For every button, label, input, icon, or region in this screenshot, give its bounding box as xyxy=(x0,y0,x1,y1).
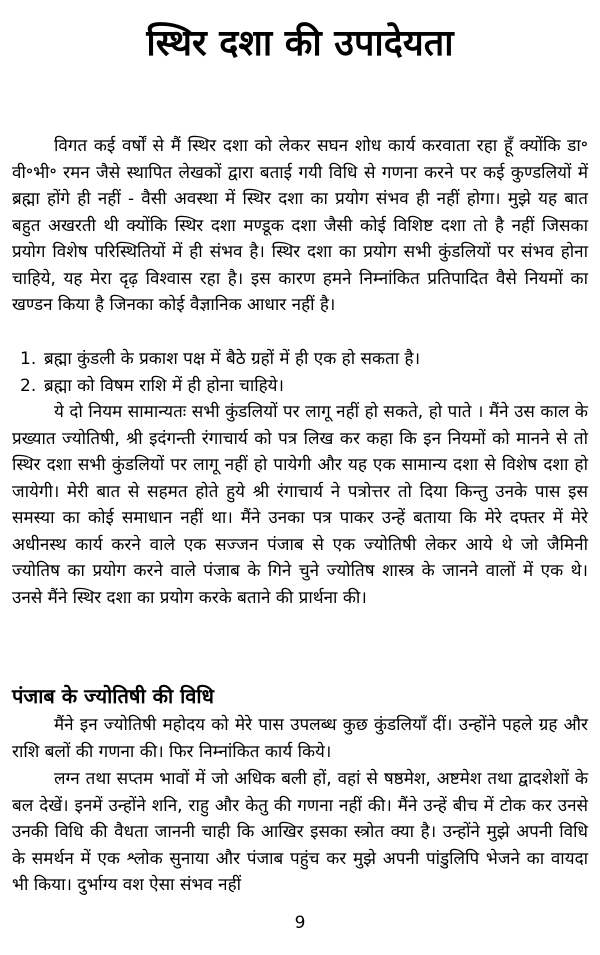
rules-paragraph: ये दो नियम सामान्यतः सभी कुंडलियों पर लागू नहीं हो सकते, हो पाते । मैंने उस काल के प्रख्यात ज्योतिषी, श्री इदंगन्ती रंगाचार्य को पत्र लिख कर कहा कि इन नियमों को मानने से तो स्थिर दशा सभी कुंडलियों पर लागू नहीं हो पायेगी और यह एक सामान्य दशा से विशेष दशा हो जायेगी। मेरी बात से सहमत होते हुये श्री रंगाचार्य ने पत्रोत्तर तो दिया किन्तु उनके पास इस समस्या का कोई समाधान नहीं था। मैंने उनका पत्र पाकर उन्हें बताया कि मेरे दफ्तर में मेरे अधीनस्थ कार्य करने वाले एक सज्जन पंजाब से एक ज्योतिषी लेकर आये थे जो जैमिनी ज्योतिष का प्रयोग करने वाले पंजाब के गिने चुने ज्योतिष शास्त्र के जानने वालों में एक थे। उनसे मैंने स्थिर दशा का प्रयोग करके बताने की प्रार्थना की। xyxy=(12,402,588,608)
intro-paragraph: विगत कई वर्षों से मैं स्थिर दशा को लेकर सघन शोध कार्य करवाता रहा हूँ क्योंकि डा॰ वी॰भी॰ रमन जैसे स्थापित लेखकों द्वारा बताई गयी विधि से गणना करने पर कई कुण्डलियों में ब्रह्मा होंगे ही नहीं - वैसी अवस्था में स्थिर दशा का प्रयोग संभव ही नहीं होगा। मुझे यह बात बहुत अखरती थी क्योंकि स्थिर दशा मण्डूक दशा जैसी कोई विशिष्ट दशा तो है नहीं जिसका प्रयोग विशेष परिस्थितियों में ही संभव है। स्थिर दशा का प्रयोग सभी कुंडलियों पर संभव होना चाहिये, यह मेरा दृढ़ विश्वास रहा है। इस कारण हमने निम्नांकित प्रतिपादित वैसे नियमों का खण्डन किया है जिनका कोई वैज्ञानिक आधार नहीं है। xyxy=(12,136,588,315)
section-paragraph-2: लग्न तथा सप्तम भावों में जो अधिक बली हों, वहां से षष्ठमेश, अष्टमेश तथा द्वादशेशों के बल देखें। इनमें उन्होंने शनि, राहु और केतु की गणना नहीं की। मैंने उन्हें बीच में टोक कर उनसे उनकी विधि की वैधता जाननी चाही कि आखिर इसका स्त्रोत क्या है। उन्होंने मुझे अपनी विधि के समर्थन में एक श्लोक सुनाया और पंजाब पहुंच कर मुझे अपनी पांडुलिपि भेजने का वायदा भी किया। दुर्भाग्य वश ऐसा संभव नहीं xyxy=(12,769,588,895)
list-item xyxy=(20,373,580,400)
page-title: स्थिर दशा की उपादेयता xyxy=(146,23,454,64)
list-item-text: ब्रह्मा कुंडली के प्रकाश पक्ष में बैठे ग्रहों में ही एक हो सकता है। xyxy=(44,349,421,369)
list-item-number: 1. xyxy=(20,349,37,369)
list-item-text: ब्रह्मा को विषम राशि में ही होना चाहिये। xyxy=(44,375,284,396)
section-heading: पंजाब के ज्योतिषी की विधि xyxy=(12,684,214,708)
list-item xyxy=(20,346,580,373)
list-item-number: 2. xyxy=(20,375,37,396)
section-paragraph-1: मैंने इन ज्योतिषी महोदय को मेरे पास उपलब्ध कुछ कुंडलियाँ दीं। उन्होंने पहले ग्रह और राशि बलों की गणना की। फिर निम्नांकित कार्य किये। xyxy=(12,715,588,762)
page-number: 9 xyxy=(294,913,306,933)
rules-list xyxy=(20,346,580,399)
